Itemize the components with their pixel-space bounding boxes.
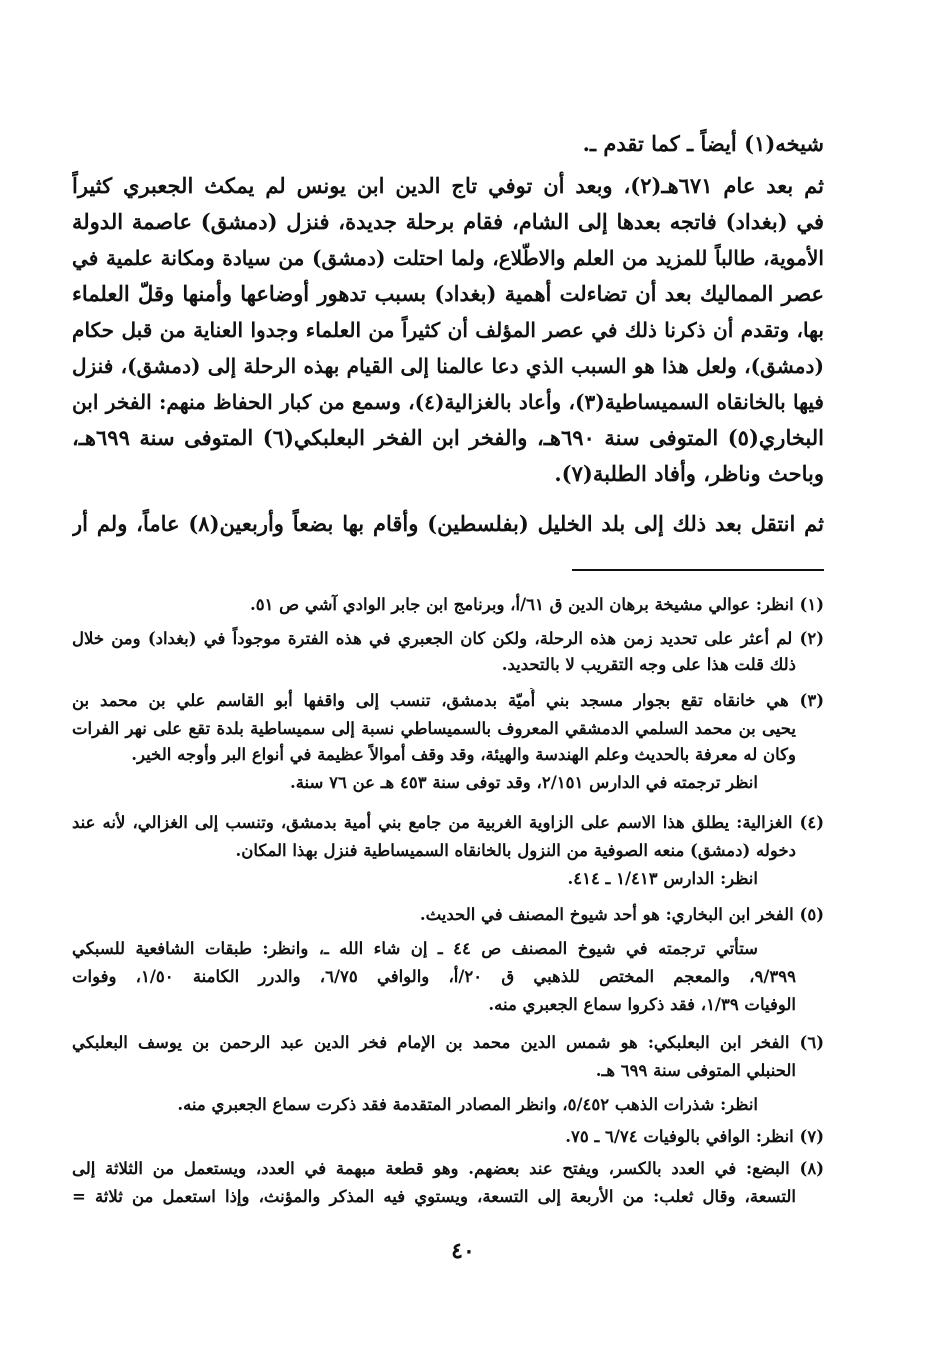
footnote-line: (٤) الغزالية: يطلق هذا الاسم على الزاوية الغربية من جامع بني أمية بدمشق، وتنسب إلى الغزالي، لأنه عند bbox=[72, 813, 824, 832]
footnote-line: الحنبلي المتوفى سنة ٦٩٩ هـ. bbox=[595, 1061, 796, 1080]
body-line: الأموية، طالباً للمزيد من العلم والاطّلاع، ولما احتلت (دمشق) من سيادة ومكانة علمية في bbox=[72, 246, 824, 270]
footnote-line: (٦) الفخر ابن البعلبكي: هو شمس الدين محمد بن الإمام فخر الدين عبد الرحمن بن يوسف البعلبكي bbox=[72, 1033, 824, 1052]
page-number: ٤٠ bbox=[451, 1238, 475, 1264]
body-line: (دمشق)، ولعل هذا هو السبب الذي دعا عالمنا إلى القيام بهذه الرحلة إلى (دمشق)، فنزل bbox=[72, 354, 824, 378]
footnote-line: التسعة، وقال ثعلب: من الأربعة إلى التسعة، ويستوي فيه المذكر والمؤنث، وإذا استعمل من ثلاثة = bbox=[72, 1187, 796, 1206]
body-line: في (بغداد) فاتجه بعدها إلى الشام، فقام برحلة جديدة، فنزل (دمشق) عاصمة الدولة bbox=[72, 209, 824, 234]
footnote-line: انظر ترجمته في الدارس ٢/١٥١، وقد توفى سنة ٤٥٣ هـ عن ٧٦ سنة. bbox=[289, 773, 758, 792]
footnote-line: (٥) الفخر ابن البخاري: هو أحد شيوخ المصنف في الحديث. bbox=[419, 905, 824, 924]
body-line: شيخه(١) أيضاً ـ كما تقدم ـ. bbox=[582, 131, 824, 156]
footnote-line: الوفيات ١/٣٩، فقد ذكروا سماع الجعبري منه. bbox=[488, 995, 796, 1014]
footnote-line: انظر: الدارس ١/٤١٣ ـ ٤١٤. bbox=[567, 869, 758, 888]
body-line: ثم انتقل بعد ذلك إلى بلد الخليل (بفلسطين) وأقام بها بضعاً وأربعين(٨) عاماً، ولم أر bbox=[72, 511, 824, 536]
footnote-line: (٨) البضع: في العدد بالكسر، ويفتح عند بعضهم. وهو قطعة مبهمة في العدد، ويستعمل من الثلاثة إلى bbox=[72, 1159, 824, 1178]
footnote-line: (١) انظر: عوالي مشيخة برهان الدين ق ٦١/أ، وبرنامج ابن جابر الوادي آشي ص ٥١. bbox=[249, 595, 824, 614]
body-line: البخاري(٥) المتوفى سنة ٦٩٠هـ، والفخر ابن الفخر البعلبكي(٦) المتوفى سنة ٦٩٩هـ، bbox=[72, 425, 824, 450]
footnote-separator bbox=[572, 569, 824, 571]
footnote-line: ذلك قلت هذا على وجه التقريب لا بالتحديد. bbox=[501, 655, 796, 674]
footnote-line: (٢) لم أعثر على تحديد زمن هذه الرحلة، ولكن كان الجعبري في هذه الفترة موجوداً في (بغداد) ومن خلال bbox=[72, 629, 824, 648]
body-line: فيها بالخانقاه السميساطية(٣)، وأعاد بالغزالية(٤)، وسمع من كبار الحفاظ منهم: الفخر ابن bbox=[72, 390, 824, 414]
body-line: وباحث وناظر، وأفاد الطلبة(٧). bbox=[554, 461, 824, 486]
footnote-line: وكان له معرفة بالحديث وعلم الهندسة والهيئة، وقد وقف أموالاً عظيمة في أنواع البر وأوجه الخير. bbox=[131, 745, 796, 764]
body-line: بها، وتقدم أن ذكرنا ذلك في عصر المؤلف أن كثيراً من العلماء وجدوا العناية من قبل حكام bbox=[72, 318, 824, 342]
body-line: ثم بعد عام ٦٧١هـ(٢)، وبعد أن توفي تاج الدين ابن يونس لم يمكث الجعبري كثيراً bbox=[72, 173, 824, 198]
body-line: عصر المماليك بعد أن تضاءلت أهمية (بغداد) بسبب تدهور أوضاعها وأمنها وقلّ العلماء bbox=[72, 281, 824, 306]
footnote-line: ٩/٣٩٩، والمعجم المختص للذهبي ق ٢٠/أ، والوافي ٦/٧٥، والدرر الكامنة ١/٥٠، وفوات bbox=[72, 967, 796, 986]
footnote-line: يحيى بن محمد السلمي الدمشقي المعروف بالسميساطي نسبة إلى سميساطية بلدة تقع على نهر الفرات bbox=[72, 719, 796, 738]
footnote-line: انظر: شذرات الذهب ٥/٤٥٢، وانظر المصادر المتقدمة فقد ذكرت سماع الجعبري منه. bbox=[177, 1095, 758, 1114]
footnote-line: (٣) هي خانقاه تقع بجوار مسجد بني أُميّة بدمشق، تنسب إلى واقفها أبو القاسم علي بن محمد بن bbox=[72, 691, 824, 710]
footnote-line: (٧) انظر: الوافي بالوفيات ٦/٧٤ ـ ٧٥. bbox=[565, 1127, 824, 1146]
footnote-line: ستأتي ترجمته في شيوخ المصنف ص ٤٤ ـ إن شاء الله ـ، وانظر: طبقات الشافعية للسبكي bbox=[72, 939, 758, 958]
footnote-line: دخوله (دمشق) منعه الصوفية من النزول بالخانقاه السميساطية فنزل بهذا المكان. bbox=[235, 841, 796, 860]
